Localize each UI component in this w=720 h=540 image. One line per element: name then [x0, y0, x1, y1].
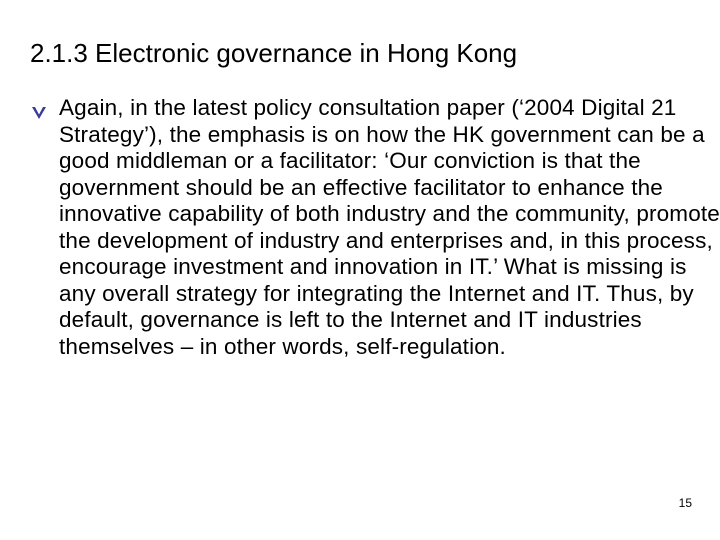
check-bullet-icon	[30, 103, 48, 121]
bullet-text: Again, in the latest policy consultation paper (‘2004 Digital 21 Strategy’), the emphasis is on how the HK government can be a good middleman or a facilitator: ‘Our conviction is that the government should be an effective facilitator to enhance the innovative capability of both industry and the community, promote the development of industry and enterprises and, in this process, encourage investment and innovation in IT.’ What is missing is any overall strategy for integrating the Internet and IT. Thus, by default, governance is left to the Internet and IT industries themselves – in other words, self-regulation.	[59, 95, 720, 359]
slide-title: 2.1.3 Electronic governance in Hong Kong	[30, 38, 518, 68]
page-number: 15	[678, 496, 692, 510]
